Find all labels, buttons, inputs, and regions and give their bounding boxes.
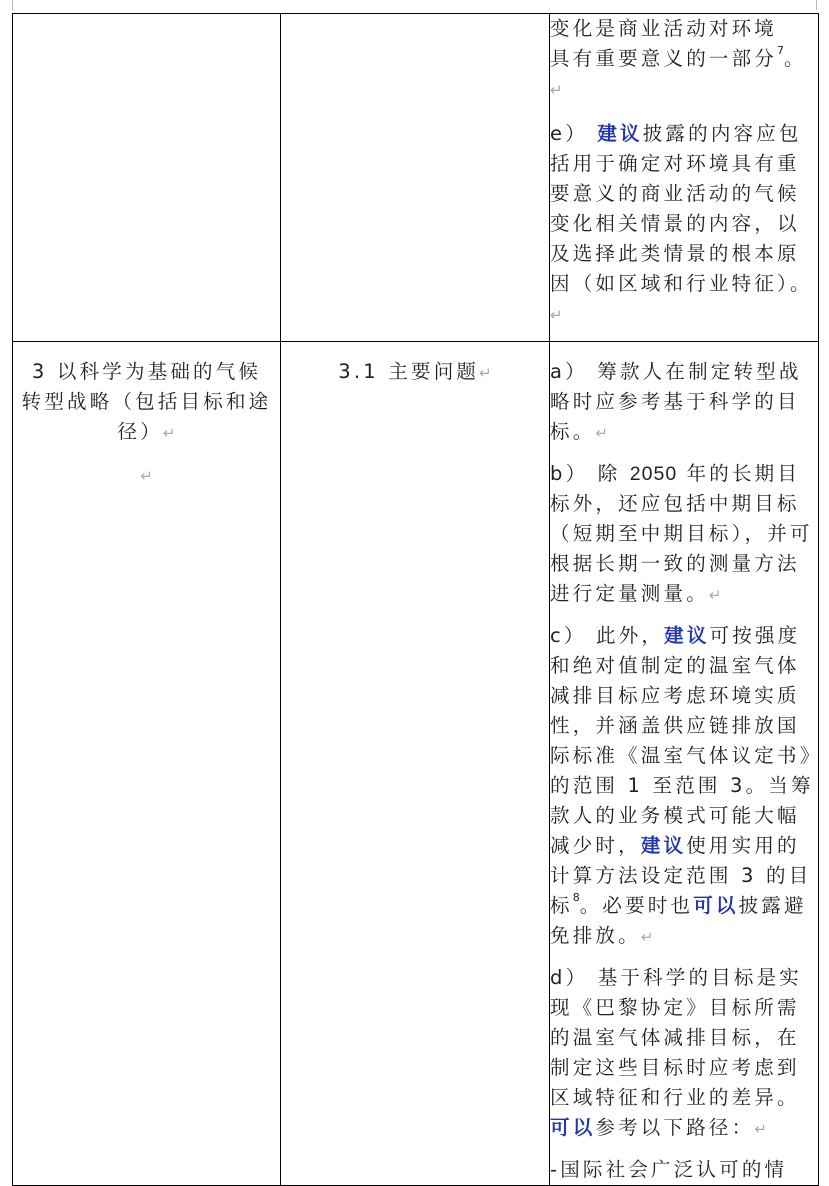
item-a-paragraph xyxy=(550,342,818,448)
paragraph-mark: ↵ xyxy=(640,928,654,946)
continued-paragraph xyxy=(550,14,818,105)
row2-col2-cell xyxy=(281,342,550,1186)
paragraph-mark: ↵ xyxy=(708,586,722,604)
item-d-label: d） xyxy=(550,966,589,989)
paragraph-mark: ↵ xyxy=(595,424,608,442)
section-title xyxy=(13,342,280,448)
crop-mark-left xyxy=(12,0,13,10)
paragraph-mark: ↵ xyxy=(754,1120,767,1138)
row1-col2-cell xyxy=(281,14,550,342)
row1-col1-cell xyxy=(13,14,281,342)
section-title-line-3: 径）↵ xyxy=(117,420,176,443)
paragraph-mark: ↵ xyxy=(550,306,563,324)
footnote-ref-7: 7 xyxy=(777,44,785,57)
keyword-may: 可以 xyxy=(693,894,739,917)
row2-col3-cell xyxy=(550,342,819,1186)
empty-paragraph xyxy=(13,460,280,491)
paragraph-mark: ↵ xyxy=(479,364,492,382)
section-title-line-2: 转型战略（包括目标和途 xyxy=(21,390,272,413)
item-e-label: e） xyxy=(550,122,588,145)
row1-col3-cell xyxy=(550,14,819,342)
table-row xyxy=(13,14,819,342)
item-d-paragraph: d） 基于科学的目标是实现《巴黎协定》目标所需的温室气体减排目标，在制定这些目标时应考虑到区域特征和行业的差异。可以参考以下路径：↵ xyxy=(550,966,802,1139)
section-title-line-1: 3 以科学为基础的气候 xyxy=(31,360,262,383)
continued-line-1: 变化是商业活动对环境 xyxy=(550,17,778,40)
keyword-recommend: 建议 xyxy=(640,834,687,857)
item-c-label: c） xyxy=(550,624,587,647)
subsection-title: 3.1 主要问题↵ xyxy=(338,360,492,383)
item-c-paragraph: c） 此外，建议可按强度和绝对值制定的温室气体减排目标应考虑环境实质性，并涵盖供应链排放国际标准《温室气体议定书》的范围 1 至范围 3。当筹款人的业务模式可能大幅减少时，建议使用实用的计算方法设定范围 3 的目标$^8$。必要时也可以披露避免排放。↵ xyxy=(550,624,814,947)
item-b-paragraph: b） 除 2050 年的长期目标外，还应包括中期目标（短期至中期目标），并可根据长期一致的测量方法进行定量测量。↵ xyxy=(550,462,813,605)
paragraph-mark: ↵ xyxy=(162,424,176,442)
item-a-label: a） xyxy=(550,360,588,383)
year-2050: 2050 xyxy=(629,463,678,485)
crop-mark-right xyxy=(816,0,817,10)
dash-line-paragraph: -国际社会广泛认可的情 xyxy=(550,1158,788,1181)
paragraph-mark: ↵ xyxy=(140,467,153,485)
item-b-label: b） xyxy=(550,462,589,485)
table-row xyxy=(13,342,819,1186)
footnote-ref-8: 8 xyxy=(572,891,580,904)
item-e-paragraph xyxy=(550,119,818,330)
keyword-recommend: 建议 xyxy=(597,122,643,145)
item-a-text: 筹款人在制定转型战略时应参考基于科学的目标。 xyxy=(550,360,802,443)
item-e-text: 披露的内容应包括用于确定对环境具有重要意义的商业活动的气候变化相关情景的内容，以及选择此类情景的根本原因（如区域和行业特征）。 xyxy=(550,122,813,295)
row2-col1-cell xyxy=(13,342,281,1186)
continued-line-2: 具有重要意义的一部分$^7$。↵ xyxy=(550,44,807,99)
disclosure-table xyxy=(12,13,819,1186)
paragraph-mark: ↵ xyxy=(550,81,563,99)
keyword-may: 可以 xyxy=(550,1116,596,1139)
keyword-recommend: 建议 xyxy=(664,624,710,647)
